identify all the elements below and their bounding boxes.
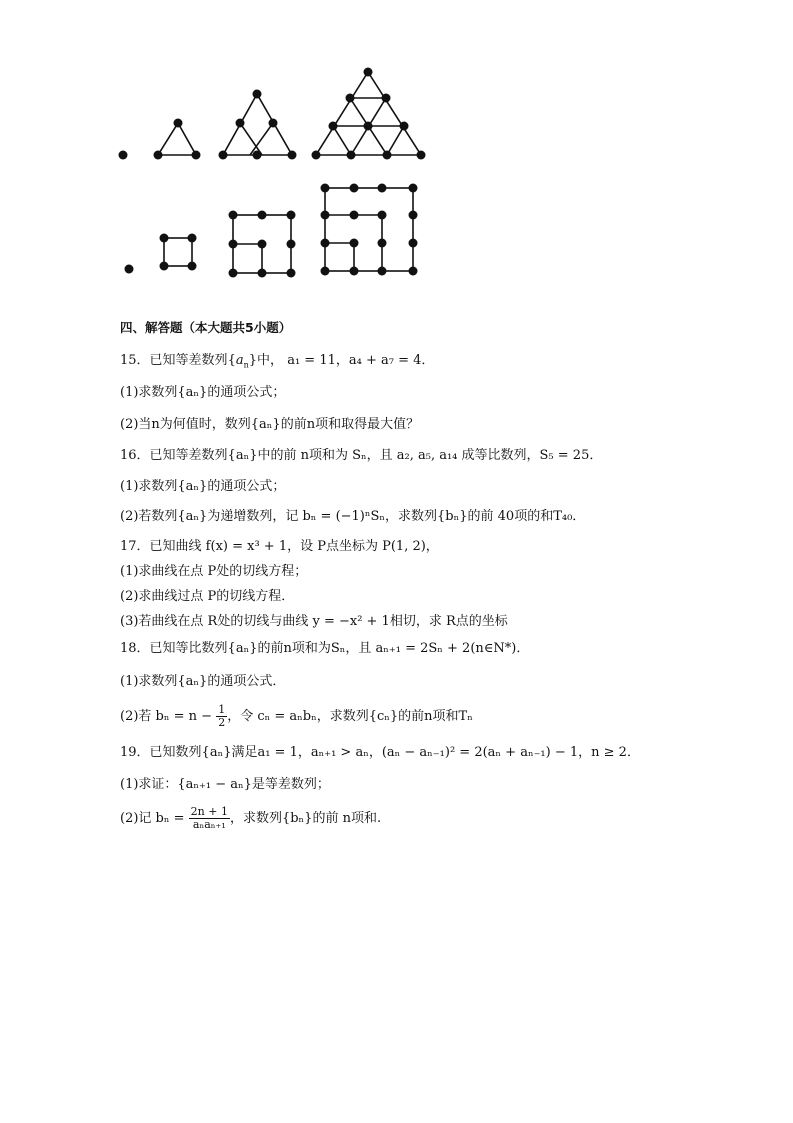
question-18-part-1: (1)求数列{aₙ}的通项公式． xyxy=(120,674,286,689)
question-text: (2)记 bₙ = xyxy=(120,811,185,826)
question-16-stem xyxy=(120,447,602,465)
question-17-part-1: (1)求曲线在点 P处的切线方程； xyxy=(120,564,308,579)
triangle-4-outline xyxy=(316,72,421,155)
question-16-part-2: (2)若数列{aₙ}为递增数列，记 bₙ = (−1)ⁿSₙ，求数列{bₙ}的前 40项的和T₄₀． xyxy=(120,509,586,524)
dot-pattern-figure xyxy=(110,60,430,285)
fraction-numerator: 1 xyxy=(218,703,226,716)
question-text: 已知数列{aₙ}满足a₁ = 1，aₙ₊₁ > aₙ，(aₙ − aₙ₋₁)² = 2(aₙ + aₙ₋₁) − 1，n ≥ 2． xyxy=(149,745,640,760)
question-19-part-2 xyxy=(120,806,381,831)
question-text: (2)若 bₙ = n − xyxy=(120,709,213,724)
question-text: 已知等差数列{aₙ}中的前 n项和为 Sₙ，且 a₂, a₅, a₁₄ 成等比数列，S₅ = 25． xyxy=(149,448,603,463)
section-title: 四、解答题（本大题共5小题） xyxy=(120,320,292,335)
question-19-stem xyxy=(120,744,640,762)
question-text: 已知等差数列 xyxy=(149,353,228,368)
square-2-outline xyxy=(164,238,192,266)
question-18-stem xyxy=(120,640,529,658)
question-17-part-2: (2)求曲线过点 P的切线方程． xyxy=(120,589,295,604)
question-number: 15． xyxy=(120,353,150,368)
question-text: 中， xyxy=(257,353,284,368)
question-15-stem: 15．已知等差数列$\{a_n\}$中， a₁ = 11，a₄ + a₇ = 4． xyxy=(120,353,435,370)
triangle-2-outline xyxy=(158,123,196,155)
question-number: 16． xyxy=(120,448,150,463)
fraction-denominator: aₙaₙ₊₁ xyxy=(192,818,226,831)
question-15-part-2: (2)当n为何值时，数列{aₙ}的前n项和取得最大值？ xyxy=(120,417,420,432)
question-18-part-2 xyxy=(120,704,473,729)
question-text: 已知曲线 f(x) = x³ + 1，设 P点坐标为 P(1, 2)， xyxy=(149,539,439,554)
fraction-denominator: 2 xyxy=(218,716,226,729)
fraction xyxy=(189,806,230,831)
question-16-part-1: (1)求数列{aₙ}的通项公式； xyxy=(120,479,286,494)
question-text: 已知等比数列{aₙ}的前n项和为Sₙ，且 aₙ₊₁ = 2Sₙ + 2(n∈N*)． xyxy=(149,641,530,656)
question-number: 19． xyxy=(120,745,150,760)
fraction-numerator: 2n + 1 xyxy=(190,805,228,818)
square-4-outline xyxy=(325,188,413,271)
fraction xyxy=(216,704,227,729)
question-19-part-1: (1)求证：{aₙ₊₁ − aₙ}是等差数列； xyxy=(120,777,330,792)
question-number: 17． xyxy=(120,539,150,554)
question-17-part-3: (3)若曲线在点 R处的切线与曲线 y = −x² + 1相切，求 R点的坐标 xyxy=(120,614,508,629)
question-condition: a₁ = 11，a₄ + a₇ = 4． xyxy=(287,353,435,368)
question-text: ，令 cₙ = aₙbₙ，求数列{cₙ}的前n项和Tₙ xyxy=(227,709,473,724)
question-15-part-1: (1)求数列{aₙ}的通项公式； xyxy=(120,385,286,400)
question-number: 18． xyxy=(120,641,150,656)
question-text: ，求数列{bₙ}的前 n项和. xyxy=(229,811,382,826)
question-17-stem xyxy=(120,538,439,556)
